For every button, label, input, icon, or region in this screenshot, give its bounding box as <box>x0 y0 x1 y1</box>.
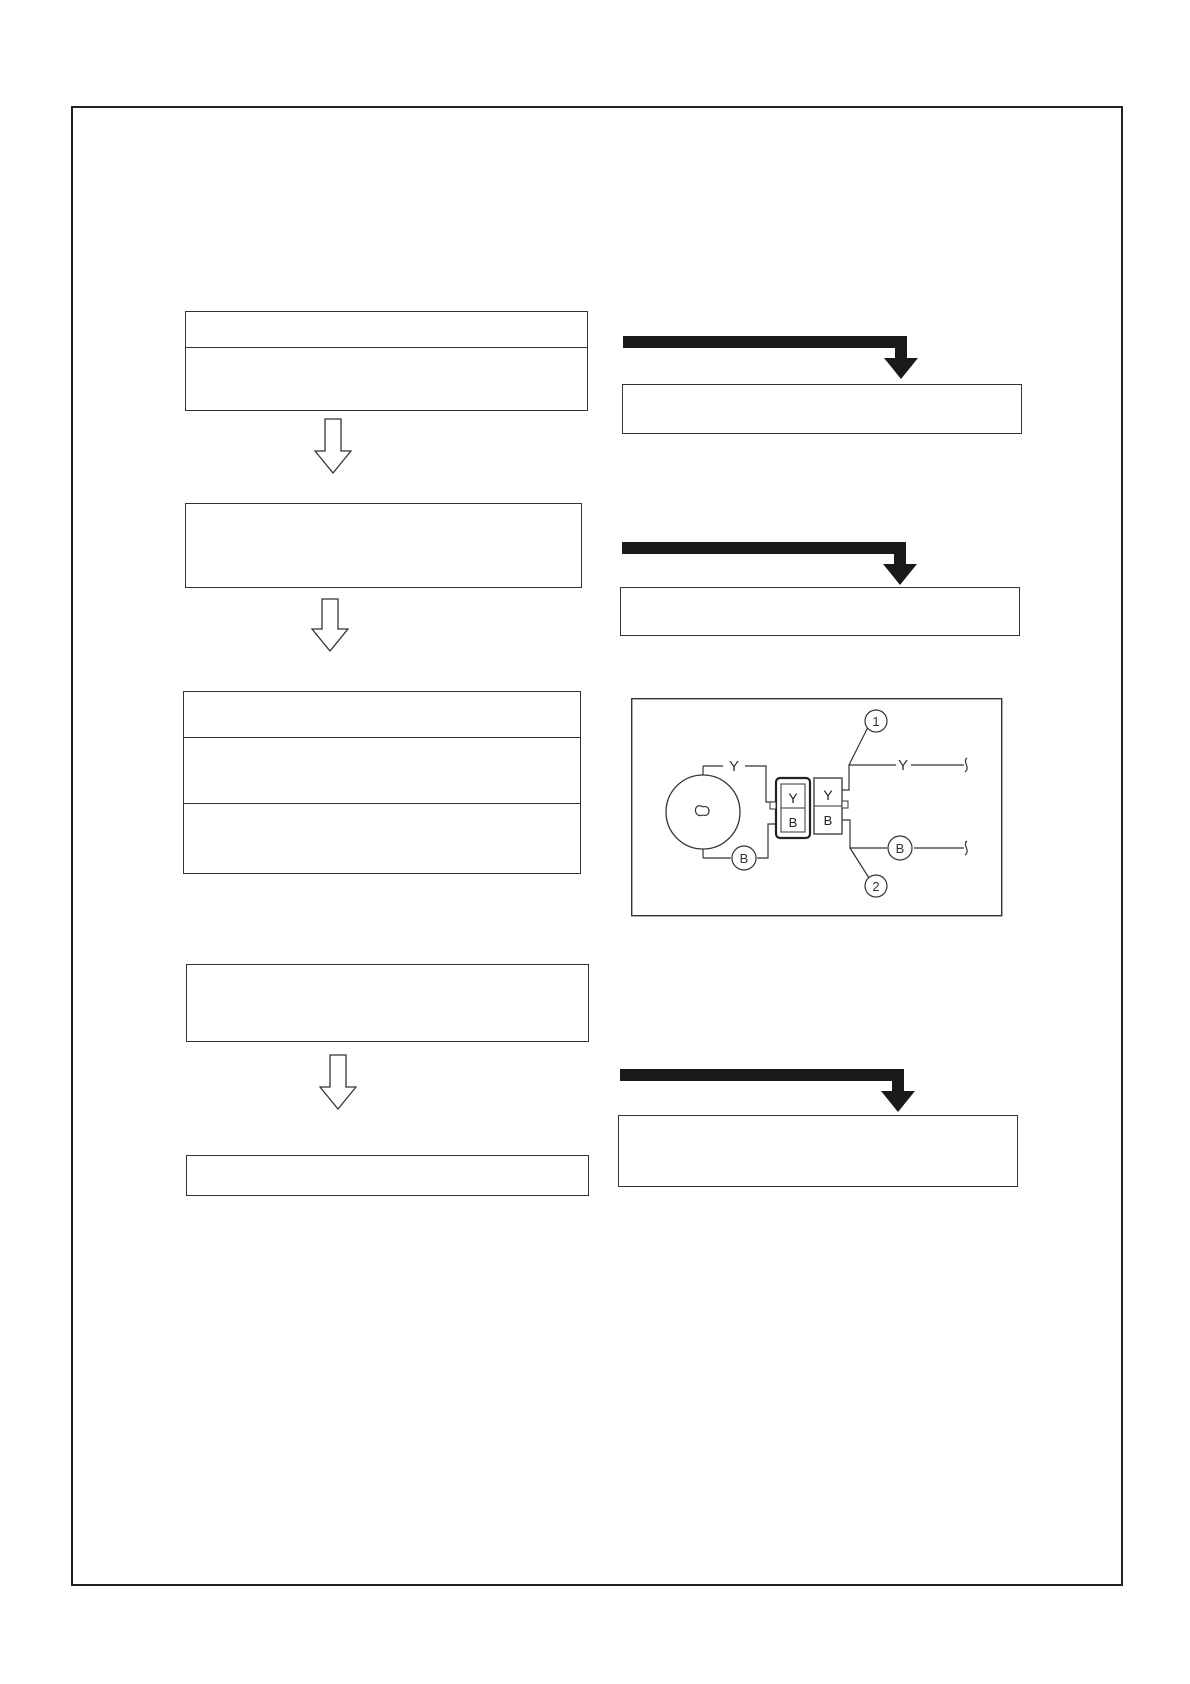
step-3-divider-2 <box>184 803 580 804</box>
step-3-divider-1 <box>184 737 580 738</box>
step-5-box <box>186 1155 589 1196</box>
callout-2-label: 2 <box>872 879 880 894</box>
wire-badge-bottom-right <box>888 836 912 860</box>
connector-label-4: B <box>823 813 833 828</box>
connector-label-2: B <box>788 815 798 830</box>
bent-arrow-3 <box>617 1065 927 1115</box>
result-3-box <box>618 1115 1018 1187</box>
callout-2 <box>865 875 887 897</box>
down-arrow-3 <box>319 1054 357 1110</box>
result-2-box <box>620 587 1020 636</box>
wire-badge-bottom-left <box>732 846 756 870</box>
step-2-box <box>185 503 582 588</box>
step-4-box <box>186 964 589 1042</box>
bent-arrow-1 <box>620 330 930 380</box>
connector-label-3: Y <box>823 787 833 803</box>
callout-1-label: 1 <box>872 714 880 729</box>
step-1-divider <box>186 347 587 348</box>
wire-label-top-right: Y <box>897 757 909 774</box>
down-arrow-1 <box>314 418 352 474</box>
connector-label-1: Y <box>788 790 798 806</box>
bent-arrow-2 <box>619 537 929 587</box>
wire-label-bottom-right: B <box>895 841 905 856</box>
wire-label-bottom-left: B <box>739 851 749 866</box>
step-3-box <box>183 691 581 874</box>
callout-1 <box>865 710 887 732</box>
step-1-box <box>185 311 588 411</box>
connector-female <box>770 778 810 838</box>
result-1-box <box>622 384 1022 434</box>
down-arrow-2 <box>311 598 349 652</box>
wire-label-top-left: Y <box>728 758 740 775</box>
wiring-diagram <box>631 698 1003 917</box>
